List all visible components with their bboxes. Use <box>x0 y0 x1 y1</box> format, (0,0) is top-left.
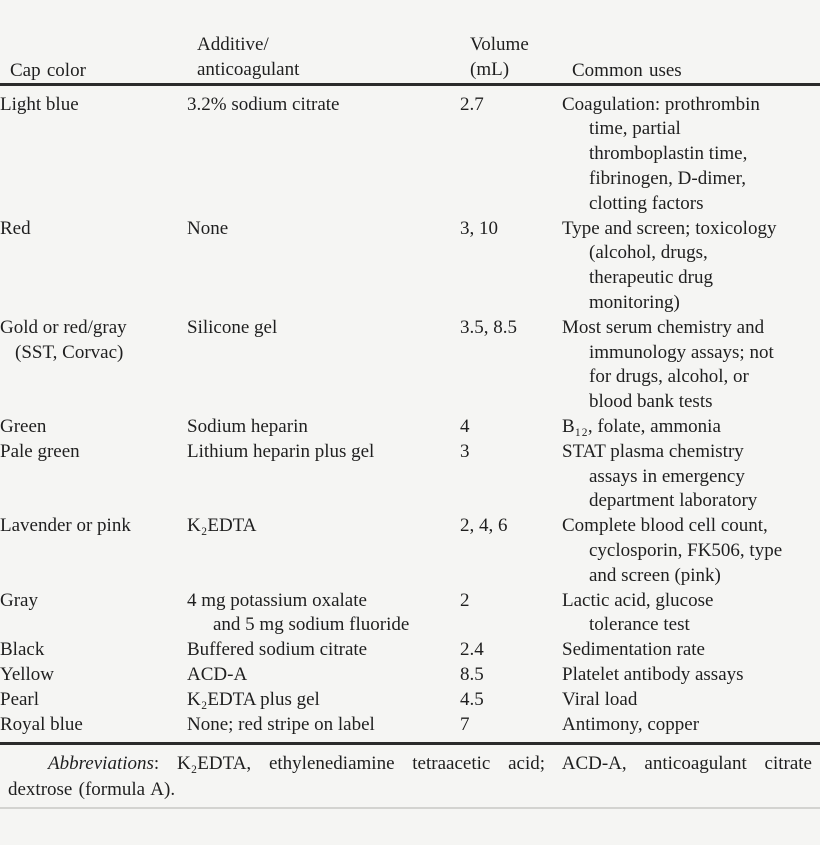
table-body <box>0 86 820 743</box>
header-cap-color: Cap color <box>10 59 86 81</box>
common-uses-cell: Platelet antibody assays <box>562 663 744 685</box>
volume-cell: 3, 10 <box>460 217 498 239</box>
tube-cap-color-table-page <box>0 33 820 845</box>
additive-cell: 3.2% sodium citrate <box>187 93 340 115</box>
common-uses-cell: Most serum chemistry and immunology assays; not for drugs, alcohol, or blood bank tests <box>562 316 774 413</box>
common-uses-cell: Viral load <box>562 688 638 710</box>
additive-cell: Sodium heparin <box>187 415 308 437</box>
cap-color-cell: Pale green <box>0 440 80 462</box>
table-row <box>0 713 820 738</box>
volume-cell: 7 <box>460 713 470 735</box>
cap-color-cell: Black <box>0 639 45 661</box>
table-row <box>0 440 820 514</box>
common-uses-cell: Type and screen; toxicology (alcohol, drugs, therapeutic drug monitoring) <box>562 217 777 313</box>
cap-color-cell: Gold or red/gray (SST, Corvac) <box>0 316 127 363</box>
volume-cell: 3.5, 8.5 <box>460 316 517 338</box>
table-row <box>0 589 820 639</box>
cap-color-cell: Green <box>0 415 47 437</box>
footnote-line-1 <box>8 751 812 777</box>
common-uses-cell: Complete blood cell count, cyclosporin, FK506, type and screen (pink) <box>562 515 783 586</box>
table-row <box>0 93 820 217</box>
common-uses-cell: Coagulation: prothrombin time, partial thromboplastin time, fibrinogen, D-dimer, clotting factors <box>562 93 760 214</box>
cap-color-cell: Royal blue <box>0 713 83 735</box>
volume-cell: 2, 4, 6 <box>460 515 508 537</box>
volume-cell: 2.7 <box>460 93 484 115</box>
additive-cell: K₂EDTA <box>187 515 257 537</box>
additive-cell: None <box>187 217 229 239</box>
volume-cell: 2 <box>460 589 470 611</box>
table-row <box>0 688 820 713</box>
footnote-text: : K₂EDTA, ethylenediamine tetraacetic acid; ACD-A, anticoagulant citrate <box>153 753 812 775</box>
table-row <box>0 217 820 316</box>
volume-cell: 3 <box>460 440 470 462</box>
footnote-line-2: dextrose (formula A). <box>8 779 176 801</box>
cap-color-cell: Pearl <box>0 688 40 710</box>
additive-cell: 4 mg potassium oxalate and 5 mg sodium fluoride <box>187 589 410 636</box>
additive-cell: None; red stripe on label <box>187 713 375 735</box>
cap-color-cell: Lavender or pink <box>0 515 131 537</box>
common-uses-cell: Sedimentation rate <box>562 639 705 661</box>
cap-color-cell: Gray <box>0 589 38 611</box>
header-volume-ml: Volume (mL) <box>470 34 529 80</box>
cap-color-cell: Red <box>0 217 31 239</box>
table-row <box>0 316 820 415</box>
additive-cell: Lithium heparin plus gel <box>187 440 375 462</box>
header-common-uses: Common uses <box>572 59 682 81</box>
abbreviations-footnote <box>0 745 820 803</box>
additive-cell: ACD-A <box>187 663 248 685</box>
volume-cell: 2.4 <box>460 639 484 661</box>
additive-cell: K₂EDTA plus gel <box>187 688 320 710</box>
cap-color-cell: Yellow <box>0 663 55 685</box>
table-row <box>0 638 820 663</box>
table-row <box>0 415 820 440</box>
bottom-edge-rule <box>0 807 820 809</box>
table-row <box>0 663 820 688</box>
additive-cell: Silicone gel <box>187 316 278 338</box>
cap-color-cell: Light blue <box>0 93 79 115</box>
volume-cell: 8.5 <box>460 663 484 685</box>
header-additive-anticoagulant: Additive/ anticoagulant <box>197 34 300 80</box>
common-uses-cell: Antimony, copper <box>562 713 700 735</box>
table-row <box>0 514 820 588</box>
common-uses-cell: B₁₂, folate, ammonia <box>562 415 721 437</box>
additive-cell: Buffered sodium citrate <box>187 639 368 661</box>
volume-cell: 4.5 <box>460 688 484 710</box>
common-uses-cell: STAT plasma chemistry assays in emergency department laboratory <box>562 440 758 512</box>
volume-cell: 4 <box>460 415 470 437</box>
footnote-label: Abbreviations <box>48 753 154 775</box>
table-header-row <box>0 33 820 83</box>
common-uses-cell: Lactic acid, glucose tolerance test <box>562 589 714 636</box>
